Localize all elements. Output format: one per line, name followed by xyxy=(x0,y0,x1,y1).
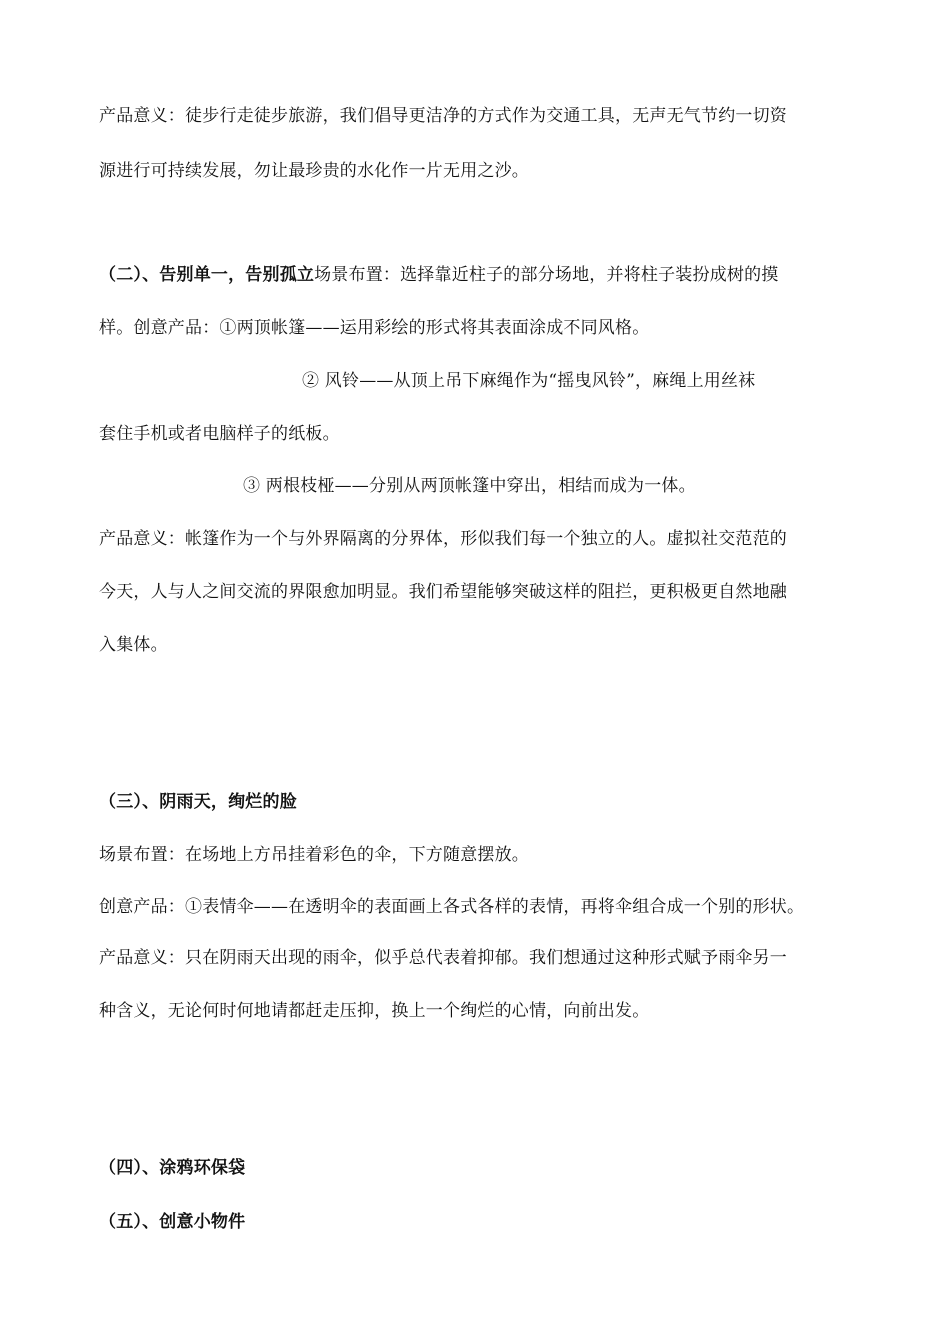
section3-product: 创意产品：①表情伞——在透明伞的表面画上各式各样的表情，再将伞组合成一个别的形状。 xyxy=(99,897,805,917)
section2-meaning-line3: 入集体。 xyxy=(99,635,168,655)
section2-title: （二）、告别单一，告别孤立 xyxy=(99,265,315,285)
section2-meaning-line2: 今天，人与人之间交流的界限愈加明显。我们希望能够突破这样的阻拦，更积极更自然地融 xyxy=(99,582,787,602)
section2-first-line xyxy=(99,263,779,287)
section2-line2: 样。创意产品：①两顶帐篷——运用彩绘的形式将其表面涂成不同风格。 xyxy=(99,318,650,338)
section4-title: （四）、涂鸦环保袋 xyxy=(99,1158,246,1178)
section2-item2-continuation: 套住手机或者电脑样子的纸板。 xyxy=(99,424,340,444)
section2-meaning-line1: 产品意义：帐篷作为一个与外界隔离的分界体，形似我们每一个独立的人。虚拟社交范范的 xyxy=(99,529,787,549)
section3-title: （三）、阴雨天，绚烂的脸 xyxy=(99,792,297,812)
section2-scene-text: 场景布置：选择靠近柱子的部分场地，并将柱子装扮成树的摸 xyxy=(314,265,779,285)
section5-title: （五）、创意小物件 xyxy=(99,1212,246,1232)
section2-item3: ③ 两根枝桠——分别从两顶帐篷中穿出，相结而成为一体。 xyxy=(243,476,696,496)
section3-scene: 场景布置：在场地上方吊挂着彩色的伞，下方随意摆放。 xyxy=(99,845,529,865)
section3-meaning-line2: 种含义，无论何时何地请都赶走压抑，换上一个绚烂的心情，向前出发。 xyxy=(99,1001,650,1021)
section1-meaning-line1: 产品意义：徒步行走徒步旅游，我们倡导更洁净的方式作为交通工具，无声无气节约一切资 xyxy=(99,106,787,126)
section3-meaning-line1: 产品意义：只在阴雨天出现的雨伞，似乎总代表着抑郁。我们想通过这种形式赋予雨伞另一 xyxy=(99,948,787,968)
section1-meaning-line2: 源进行可持续发展，勿让最珍贵的水化作一片无用之沙。 xyxy=(99,161,529,181)
section2-item2: ② 风铃——从顶上吊下麻绳作为“摇曳风铃”，麻绳上用丝袜 xyxy=(302,371,756,391)
